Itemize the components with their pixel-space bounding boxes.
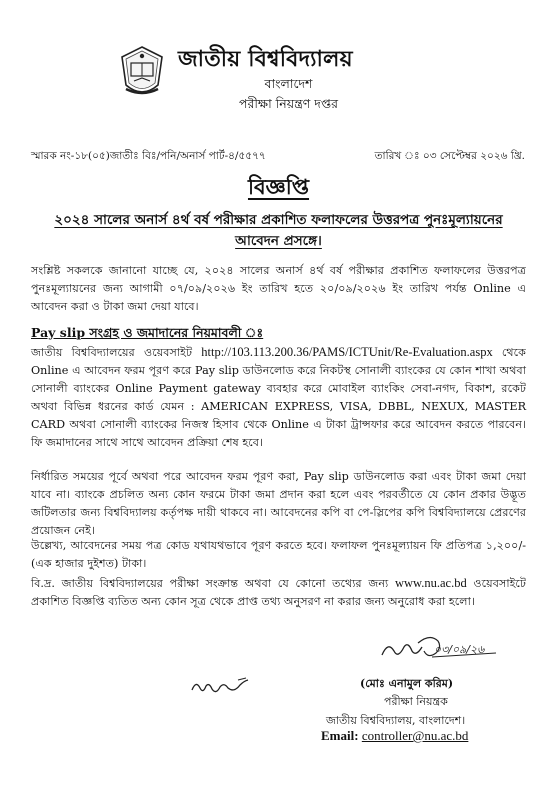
paragraph-footnote-text-b: ওয়েবসাইটে প্রকাশিত বিজ্ঞপ্তি ব্যতিত অন্য কোন সূত্র থেকে প্রাপ্ত তথ্য অনুসরণ না করার জন্য অনুরোধ করা হলো। [31,577,526,608]
memo-reference: স্মারক নং-১৮(০৫)জাতীঃ বিঃ/পনি/অনার্স পার্ট-৪/৫৫৭৭ [31,150,266,162]
controller-signature-icon [378,633,498,665]
email-link[interactable]: controller@nu.ac.bd [361,728,469,743]
payslip-rules-heading: Pay slip সংগ্রহ ও জমাদানের নিয়মাবলী ঃ [31,325,264,340]
office-name: পরীক্ষা নিয়ন্ত্রণ দপ্তর [239,96,338,111]
paragraph-intro: সংশ্লিষ্ট সকলকে জানানো যাচ্ছে যে, ২০২৪ সালের অনার্স ৪র্থ বর্ষ পরীক্ষার প্রকাশিত ফলাফলের উত্তরপত্র পুনঃমূল্যায়নের জন্য আগামী ০৭/০৯/২০২৬ ইং তারিখ হতে ২০/০৯/২০২৬ ইং তারিখ পর্যন্ত Online এ আবেদন করা ও টাকা জমা দেয়া যাবে। [31,264,526,313]
notice-subject: ২০২৪ সালের অনার্স ৪র্থ বর্ষ পরীক্ষার প্রকাশিত ফলাফলের উত্তরপত্র পুনঃমূল্যায়নের আবেদন প্রসঙ্গে। [54,212,503,249]
notice-title [0,171,557,206]
paragraph-deadline-rules: নির্ধারিত সময়ের পূর্বে অথবা পরে আবেদন ফরম পূরণ করা, Pay slip ডাউনলোড করা এবং টাকা জমা দেয়া যাবে না। ব্যাংকে প্রচলিত অন্য কোন ফরমে টাকা জমা প্রদান করা হলে এবং পরবর্তীতে যে কোন প্রকার উদ্ভূত জটিলতার জন্য বিশ্ববিদ্যালয় কর্তৃপক্ষ দায়ী থাকবে না। আবেদনের কপি বা পে-স্লিপের কপি বিশ্ববিদ্যালয়ে প্রেরণের প্রয়োজন নেই। [31,470,526,537]
memo-date: তারিখ ঃ ০৩ সেপ্টেম্বর ২০২৬ খ্রি. [374,150,525,162]
paragraph-payslip-text-b: থেকে Online এ আবেদন ফরম পূরণ করে Pay slip ডাউনলোড করে নিকটস্থ সোনালী ব্যাংকের যে কোন শাখা অথবা সোনালী ব্যাংকের Online Payment gateway ব্যবহার করে মোবাইল ব্যাংকিং সেবা-নগদ, বিকাশ, রকেট অথবা বিভিন্ন ধরনের কার্ড যেমন : AMERICAN EXPRESS, VISA, DBBL, NEXUX, MASTER CARD অথবা সোনালী ব্যাংকের নিজস্ব হিসাব থেকে Online এ টাকা ট্রান্সফার করে আবেদন করতে পারবেন। ফি জমাদানের সাথে সাথে আবেদন প্রক্রিয়া শেষ হবে। [31,346,526,449]
signer-organization: জাতীয় বিশ্ববিদ্যালয়, বাংলাদেশ। [326,714,466,727]
website-link[interactable]: www.nu.ac.bd [394,576,467,590]
paragraph-payslip-text-a: জাতীয় বিশ্ববিদ্যালয়ের ওয়েবসাইট [31,346,202,359]
paragraph-payslip-rules [31,343,526,452]
country-name: বাংলাদেশ [264,76,313,91]
evaluation-url-link[interactable]: http://103.113.200.36/PAMS/ICTUnit/Re-Evaluation.aspx [201,345,493,359]
initial-signature-icon [190,676,250,698]
paragraph-fee-note: উল্লেখ্য, আবেদনের সময় পত্র কোড যথাযথভাবে পূরণ করতে হবে। ফলাফল পুনঃমূল্যায়ন ফি প্রতিপত্র ১,২০০/-(এক হাজার দুইশত) টাকা। [31,539,526,570]
email-label: Email: [321,728,359,743]
paragraph-footnote-text-a: বি.দ্র. জাতীয় বিশ্ববিদ্যালয়ের পরীক্ষা সংক্রান্ত অথবা যে কোনো তথ্যের জন্য [31,577,395,590]
signature-date-note: ০৩/০৯/২৬ [434,643,485,656]
signer-name: (মোঃ এনামুল করিম) [360,677,454,690]
paragraph-footnote [31,574,526,611]
signer-title: পরীক্ষা নিয়ন্ত্রক [384,695,448,708]
university-name: জাতীয় বিশ্ববিদ্যালয় [178,46,353,72]
notice-title-text: বিজ্ঞপ্তি [247,174,310,199]
signer-email [321,728,468,744]
